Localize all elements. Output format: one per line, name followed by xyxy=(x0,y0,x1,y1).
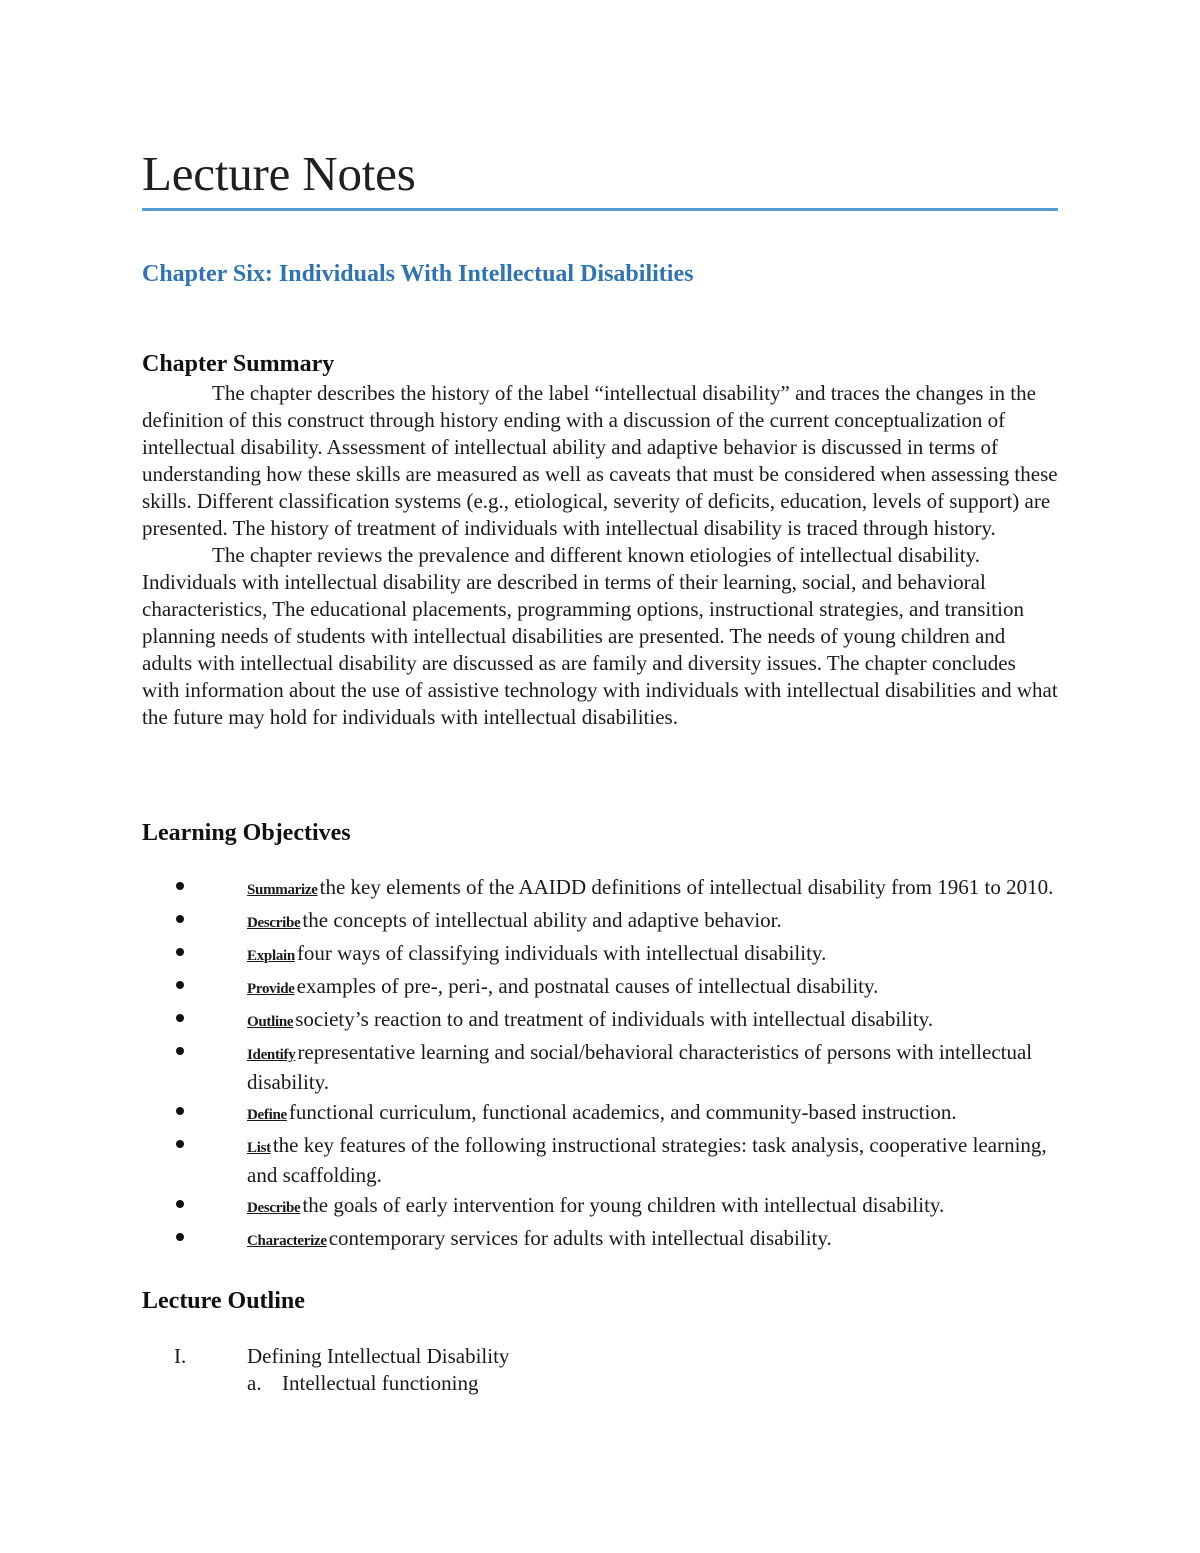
objective-verb: Provide xyxy=(247,981,295,997)
outline-sub-item: Intellectual functioning xyxy=(282,1371,479,1395)
objective-verb: Explain xyxy=(247,948,295,964)
objective-verb: Define xyxy=(247,1107,287,1123)
objective-verb: List xyxy=(247,1140,271,1156)
objective-text: examples of pre-, peri-, and postnatal causes of intellectual disability. xyxy=(296,974,879,998)
objective-verb: Characterize xyxy=(247,1233,327,1249)
objective-item xyxy=(142,1192,1058,1222)
outline-item: Defining Intellectual Disability xyxy=(247,1344,510,1368)
objective-text: contemporary services for adults with intellectual disability. xyxy=(328,1226,832,1250)
objective-verb: Summarize xyxy=(247,882,318,898)
learning-objectives-heading: Learning Objectives xyxy=(142,820,351,846)
objective-verb: Describe xyxy=(247,1200,301,1216)
objective-verb: Identify xyxy=(247,1047,296,1063)
objective-text: the concepts of intellectual ability and adaptive behavior. xyxy=(302,908,782,932)
bullet-icon xyxy=(176,1233,184,1241)
bullet-icon xyxy=(176,948,184,956)
bullet-icon xyxy=(176,1200,184,1208)
objective-item xyxy=(142,874,1058,904)
learning-objectives-list xyxy=(142,874,1058,1258)
bullet-icon xyxy=(176,981,184,989)
objective-text: society’s reaction to and treatment of individuals with intellectual disability. xyxy=(295,1007,934,1031)
objective-item xyxy=(142,907,1058,937)
objective-item xyxy=(142,1006,1058,1036)
bullet-icon xyxy=(176,915,184,923)
objective-text: the key elements of the AAIDD definitions of intellectual disability from 1961 to 2010. xyxy=(319,875,1054,899)
objective-item xyxy=(142,940,1058,970)
chapter-summary-heading: Chapter Summary xyxy=(142,351,335,377)
objective-text: the key features of the following instructional strategies: task analysis, cooperative learning, and scaffolding. xyxy=(247,1133,1047,1187)
objective-verb: Outline xyxy=(247,1014,294,1030)
objective-verb: Describe xyxy=(247,915,301,931)
objective-item xyxy=(142,1039,1058,1096)
objective-item xyxy=(142,973,1058,1003)
bullet-icon xyxy=(176,1014,184,1022)
objective-text: four ways of classifying individuals with intellectual disability. xyxy=(296,941,827,965)
bullet-icon xyxy=(176,1140,184,1148)
chapter-summary-body xyxy=(142,380,1058,731)
outline-marker: I. xyxy=(174,1344,187,1368)
objective-item xyxy=(142,1099,1058,1129)
chapter-heading: Chapter Six: Individuals With Intellectual Disabilities xyxy=(142,261,694,287)
objective-text: representative learning and social/behavioral characteristics of persons with intellectual disability. xyxy=(247,1040,1033,1094)
objective-item xyxy=(142,1225,1058,1255)
outline-sub-marker: a. xyxy=(247,1371,262,1395)
title-divider xyxy=(142,208,1058,211)
objective-item xyxy=(142,1132,1058,1189)
objective-text: functional curriculum, functional academics, and community-based instruction. xyxy=(288,1100,957,1124)
bullet-icon xyxy=(176,1107,184,1115)
document-title: Lecture Notes xyxy=(142,146,416,201)
bullet-icon xyxy=(176,1047,184,1055)
objective-text: the goals of early intervention for young children with intellectual disability. xyxy=(302,1193,945,1217)
summary-paragraph: The chapter reviews the prevalence and different known etiologies of intellectual disability. Individuals with intellectual disability are described in terms of their learning, social, and behavioral characteristics, The educational placements, programming options, instructional strategies, and transition planning needs of students with intellectual disabilities are presented. The needs of young children and adults with intellectual disability are discussed as are family and diversity issues. The chapter concludes with information about the use of assistive technology with individuals with intellectual disabilities and what the future may hold for individuals with intellectual disabilities. xyxy=(142,543,1058,729)
bullet-icon xyxy=(176,882,184,890)
lecture-outline-heading: Lecture Outline xyxy=(142,1288,305,1314)
summary-paragraph: The chapter describes the history of the label “intellectual disability” and traces the changes in the definition of this construct through history ending with a discussion of the current conceptualization of intellectual disability. Assessment of intellectual ability and adaptive behavior is discussed in terms of understanding how these skills are measured as well as caveats that must be considered when assessing these skills. Different classification systems (e.g., etiological, severity of deficits, education, levels of support) are presented. The history of treatment of individuals with intellectual disability is traced through history. xyxy=(142,381,1058,540)
